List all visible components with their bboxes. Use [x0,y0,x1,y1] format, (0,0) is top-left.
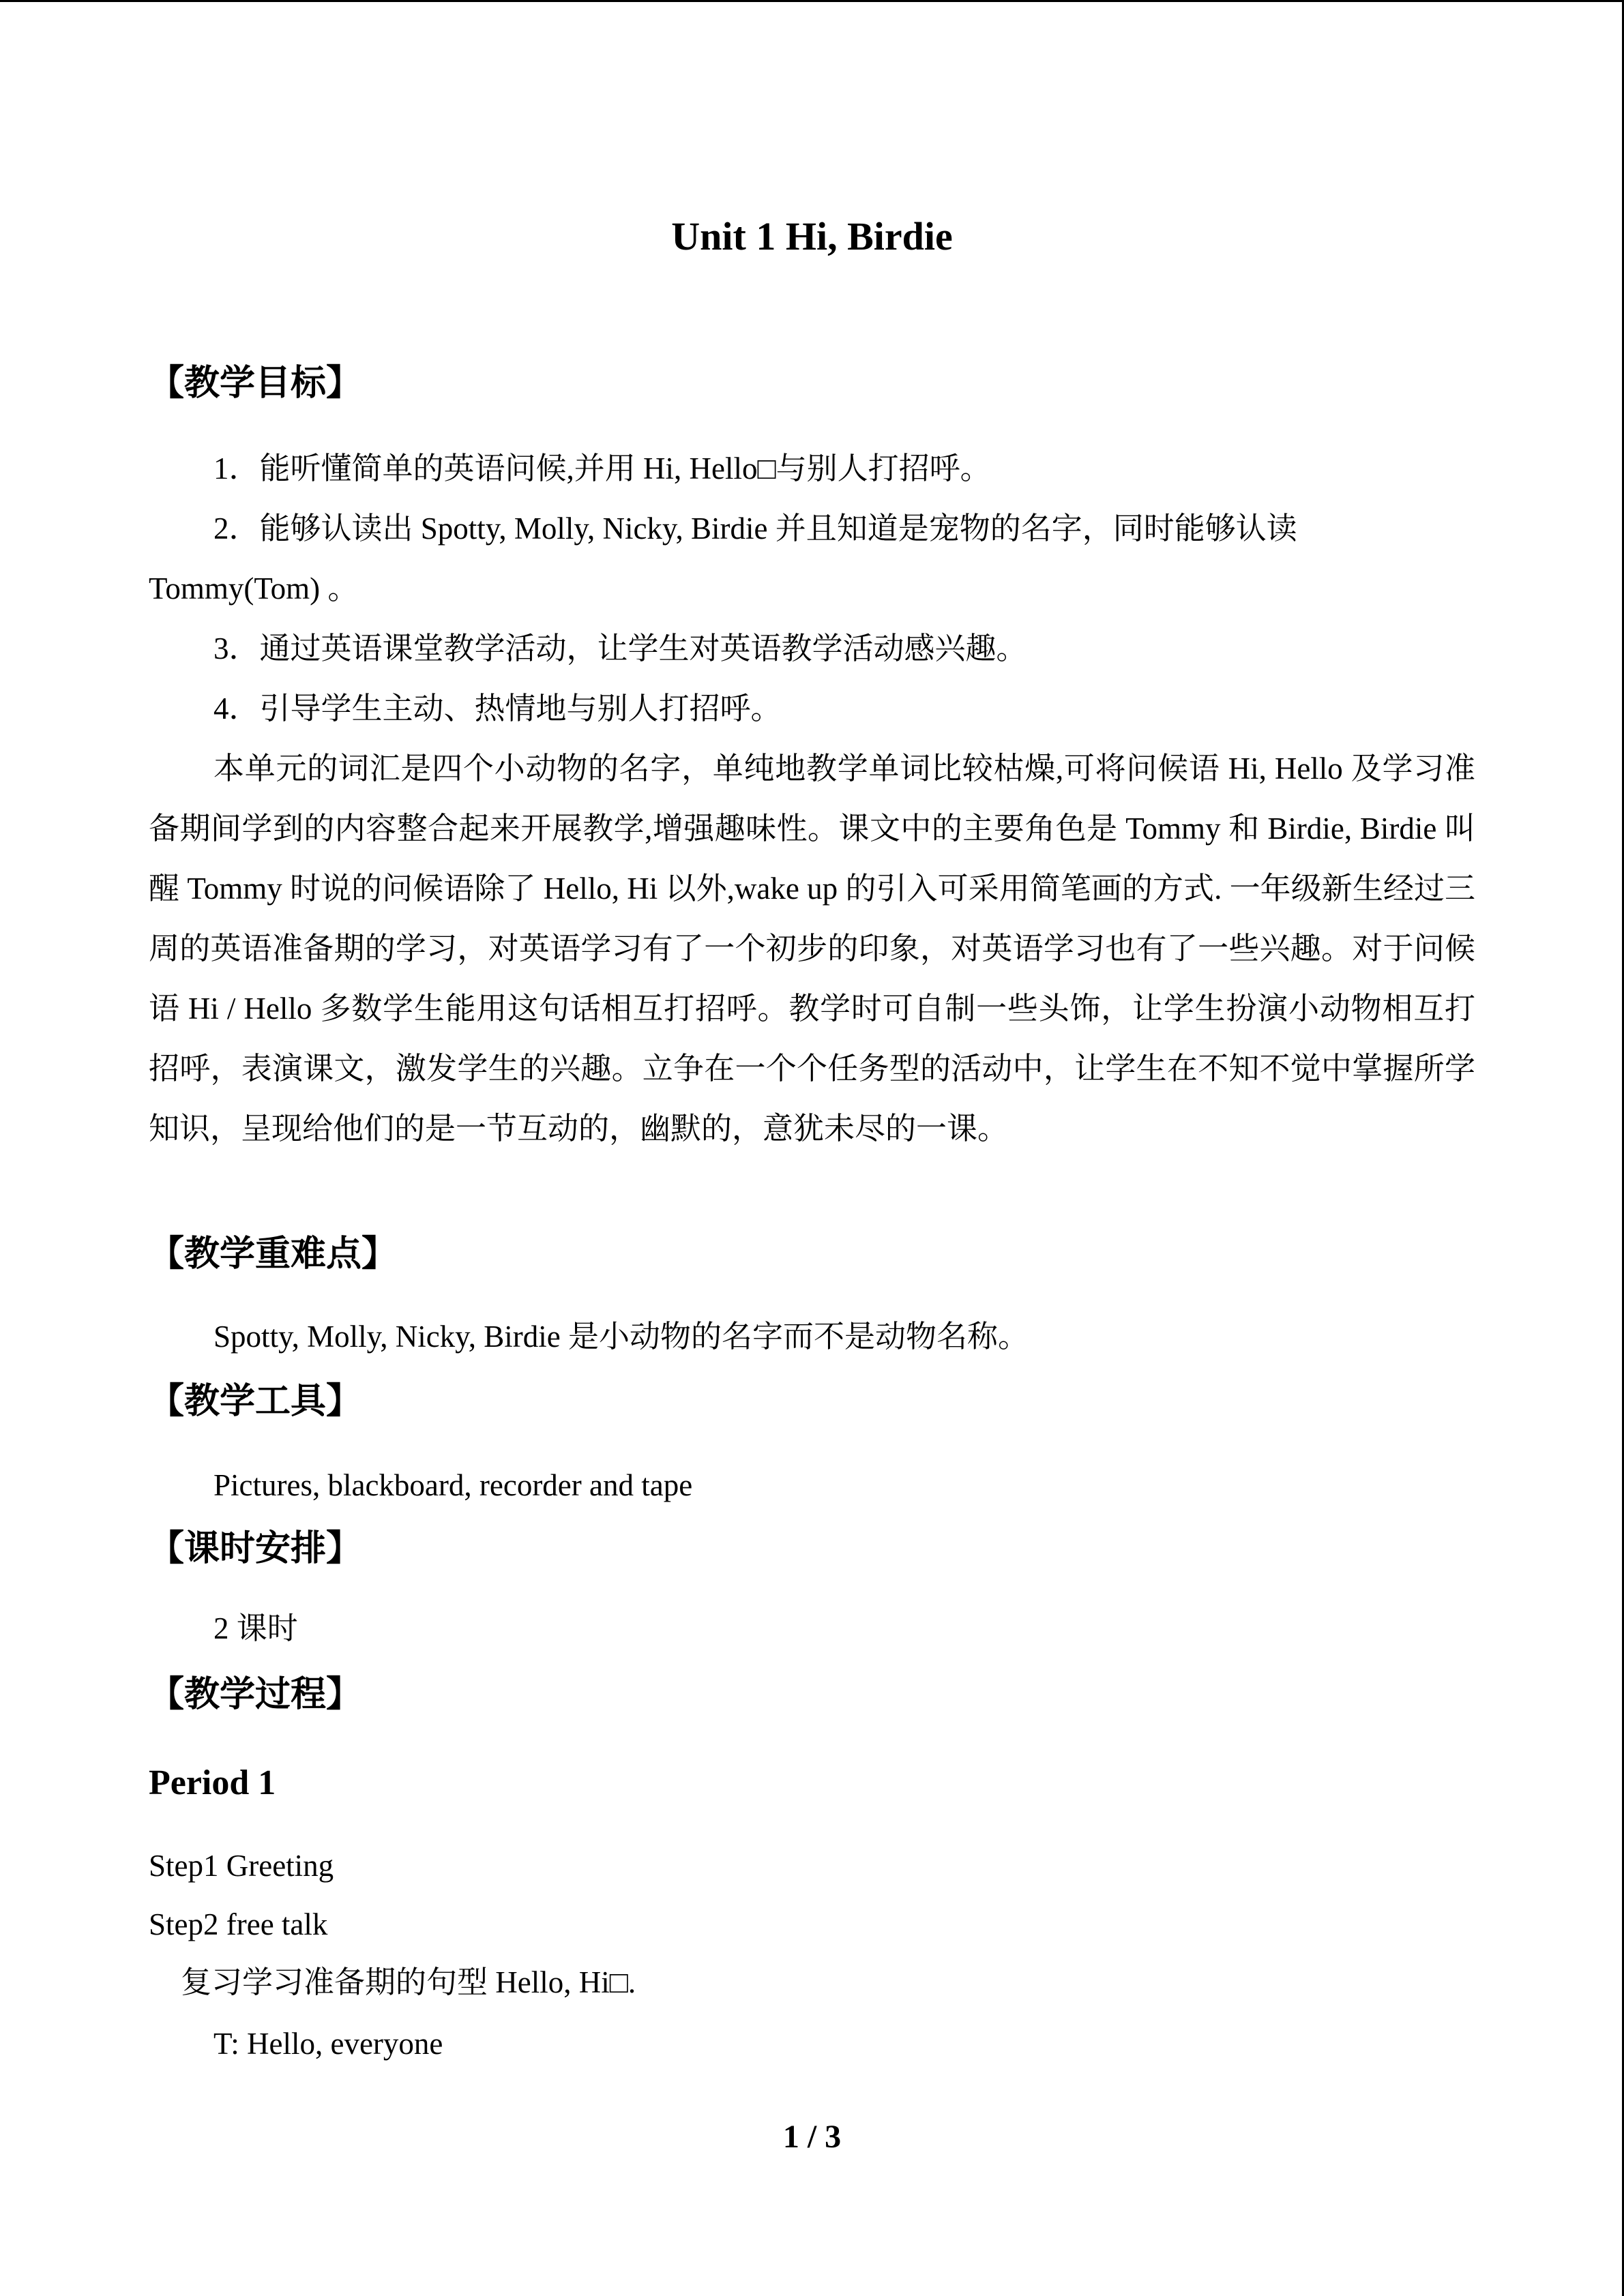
period-label: Period 1 [149,1763,276,1802]
key-points-text: Spotty, Molly, Nicky, Birdie 是小动物的名字而不是动物名称。 [213,1320,1029,1354]
objective-item-2: 2．能够认读出 Spotty, Molly, Nicky, Birdie 并且知道是宠物的名字，同时能够认读 [213,511,1297,546]
schedule-heading: 【课时安排】 [149,1528,362,1569]
tools-text: Pictures, blackboard, recorder and tape [213,1468,693,1502]
step1-label: Step1 Greeting [149,1849,334,1883]
analysis-paragraph: 本单元的词汇是四个小动物的名字，单纯地教学单词比较枯燥,可将问候语 Hi, Hello 及学习准备期间学到的内容整合起来开展教学,增强趣味性。课文中的主要角色是 Tommy 和 Birdie, Birdie 叫醒 Tommy 时说的问候语除了 Hello, Hi 以外,wake up 的引入可采用简笔画的方式. 一年级新生经过三周的英语准备期的学习，对英语学习有了一个初步的印象，对英语学习也有了一些兴趣。对于问候语 Hi / Hello 多数学生能用这句话相互打招呼。教学时可自制一些头饰，让学生扮演小动物相互打招呼，表演课文，激发学生的兴趣。立争在一个个任务型的活动中，让学生在不知不觉中掌握所学知识，呈现给他们的是一节互动的，幽默的，意犹未尽的一课。 [149,751,1475,1146]
tools-heading: 【教学工具】 [149,1381,362,1422]
objective-item-4: 4．引导学生主动、热情地与别人打招呼。 [213,691,782,726]
review-text: 复习学习准备期的句型 Hello, Hi□. [181,1965,636,1999]
dialogue-line: T: Hello, everyone [213,2027,443,2061]
process-heading: 【教学过程】 [149,1674,362,1715]
objective-item-3: 3．通过英语课堂教学活动，让学生对英语教学活动感兴趣。 [213,631,1027,666]
key-points-heading: 【教学重难点】 [149,1234,398,1274]
objectives-heading: 【教学目标】 [149,363,362,404]
objective-item-1: 1．能听懂简单的英语问候,并用 Hi, Hello□与别人打招呼。 [213,451,991,486]
objective-item-2-cont: Tommy(Tom) 。 [149,571,359,606]
page-number: 1 / 3 [782,2119,842,2155]
schedule-text: 2 课时 [213,1611,298,1645]
document-title: Unit 1 Hi, Birdie [671,214,953,258]
step2-label: Step2 free talk [149,1907,328,1941]
top-border [0,0,1624,2]
